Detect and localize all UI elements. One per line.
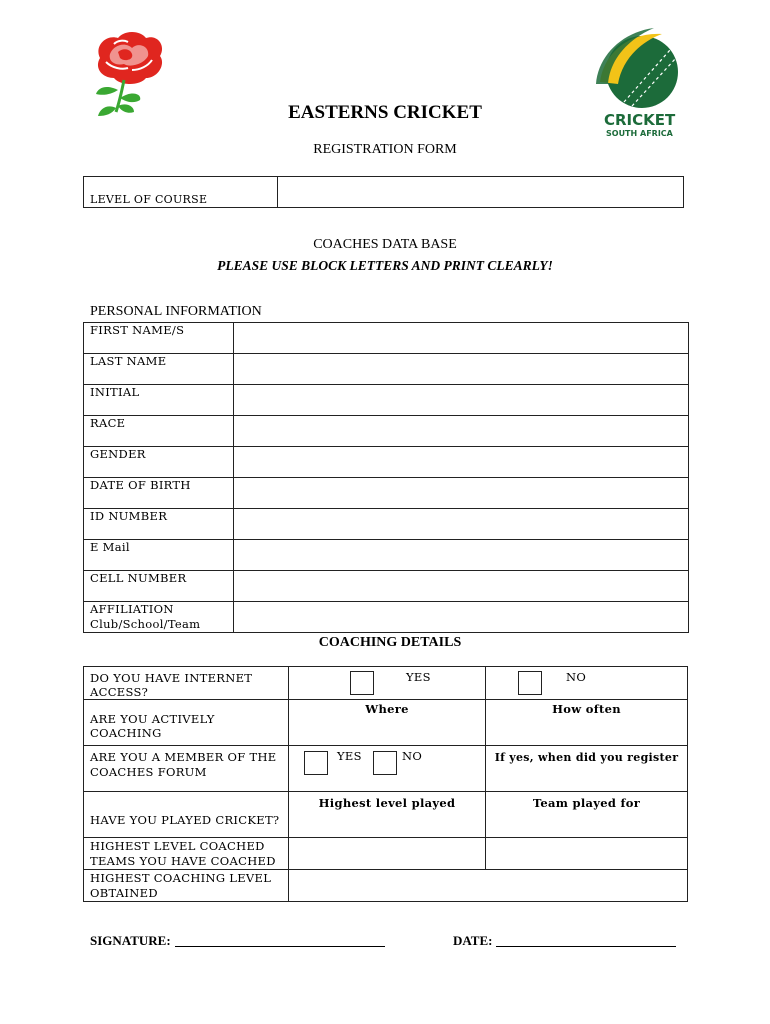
forum-no-label: NO (402, 749, 423, 763)
personal-heading: PERSONAL INFORMATION (90, 304, 262, 319)
email-input[interactable] (234, 540, 689, 571)
org-title: EASTERNS CRICKET (288, 102, 482, 123)
id-number-input[interactable] (234, 509, 689, 540)
forum-question-line1: ARE YOU A MEMBER OF THE (90, 750, 277, 764)
forum-no-checkbox[interactable] (373, 751, 397, 775)
highest-coached-question (84, 838, 289, 870)
section-db-title: COACHES DATA BASE (313, 237, 457, 252)
forum-question (84, 746, 289, 792)
label-initial: INITIAL (84, 385, 234, 416)
label-date-of-birth: DATE OF BIRTH (84, 478, 234, 509)
course-table (83, 176, 684, 208)
teams-coached-input[interactable] (486, 838, 688, 870)
coaching-level-line1: HIGHEST COACHING LEVEL (90, 871, 272, 885)
internet-no-cell (486, 667, 688, 700)
affiliation-label-line1: AFFILIATION (90, 602, 174, 616)
initial-input[interactable] (234, 385, 689, 416)
label-gender: GENDER (84, 447, 234, 478)
signature-label: SIGNATURE: (90, 933, 171, 948)
form-title: REGISTRATION FORM (313, 142, 457, 157)
coaching-level-line2: OBTAINED (90, 886, 158, 900)
course-input[interactable] (278, 177, 684, 208)
highest-coached-line2: TEAMS YOU HAVE COACHED (90, 854, 276, 868)
date-line[interactable] (496, 946, 676, 947)
forum-question-line2: COACHES FORUM (90, 765, 207, 779)
team-played-cell[interactable] (486, 792, 688, 838)
course-label: LEVEL OF COURSE (84, 177, 278, 208)
label-cell-number: CELL NUMBER (84, 571, 234, 602)
coaching-level-input[interactable] (289, 870, 486, 902)
how-often-label: How often (552, 702, 621, 716)
internet-yes-cell (289, 667, 486, 700)
signature-line[interactable] (175, 946, 385, 947)
affiliation-input[interactable] (234, 602, 689, 633)
date-of-birth-input[interactable] (234, 478, 689, 509)
block-letters-instruction: PLEASE USE BLOCK LETTERS AND PRINT CLEARLY! (217, 258, 553, 273)
logo-text-cricket: CRICKET (604, 111, 676, 129)
last-name-input[interactable] (234, 354, 689, 385)
forum-yes-no-cell (289, 746, 486, 792)
internet-yes-checkbox[interactable] (350, 671, 374, 695)
gender-input[interactable] (234, 447, 689, 478)
highest-coached-line1: HIGHEST LEVEL COACHED (90, 839, 265, 853)
where-label: Where (365, 702, 409, 716)
date-label: DATE: (453, 933, 493, 948)
internet-question: DO YOU HAVE INTERNET ACCESS? (84, 667, 289, 700)
cricket-ball-icon (596, 28, 678, 108)
label-race: RACE (84, 416, 234, 447)
label-last-name: LAST NAME (84, 354, 234, 385)
affiliation-label-line2: Club/School/Team (90, 617, 201, 631)
label-email: E Mail (84, 540, 234, 571)
forum-yes-label: YES (337, 749, 362, 763)
highest-played-label: Highest level played (318, 796, 456, 810)
label-affiliation (84, 602, 234, 633)
where-cell[interactable] (289, 700, 486, 746)
logo-text-south-africa: SOUTH AFRICA (606, 129, 673, 138)
internet-no-label: NO (566, 670, 587, 684)
internet-no-checkbox[interactable] (518, 671, 542, 695)
coaching-table (83, 666, 688, 902)
highest-played-cell[interactable] (289, 792, 486, 838)
register-question: If yes, when did you register (494, 751, 679, 764)
coaching-level-input-2[interactable] (486, 870, 688, 902)
first-name-input[interactable] (234, 323, 689, 354)
coaching-level-question (84, 870, 289, 902)
forum-yes-checkbox[interactable] (304, 751, 328, 775)
active-question: ARE YOU ACTIVELY COACHING (84, 700, 289, 746)
personal-table (83, 322, 689, 633)
race-input[interactable] (234, 416, 689, 447)
register-cell[interactable] (486, 746, 688, 792)
label-first-name: FIRST NAME/S (84, 323, 234, 354)
cell-number-input[interactable] (234, 571, 689, 602)
label-id-number: ID NUMBER (84, 509, 234, 540)
played-question: HAVE YOU PLAYED CRICKET? (84, 792, 289, 838)
team-played-label: Team played for (532, 796, 641, 810)
highest-coached-input[interactable] (289, 838, 486, 870)
coaching-heading: COACHING DETAILS (318, 635, 462, 650)
internet-yes-label: YES (406, 670, 431, 684)
how-often-cell[interactable] (486, 700, 688, 746)
